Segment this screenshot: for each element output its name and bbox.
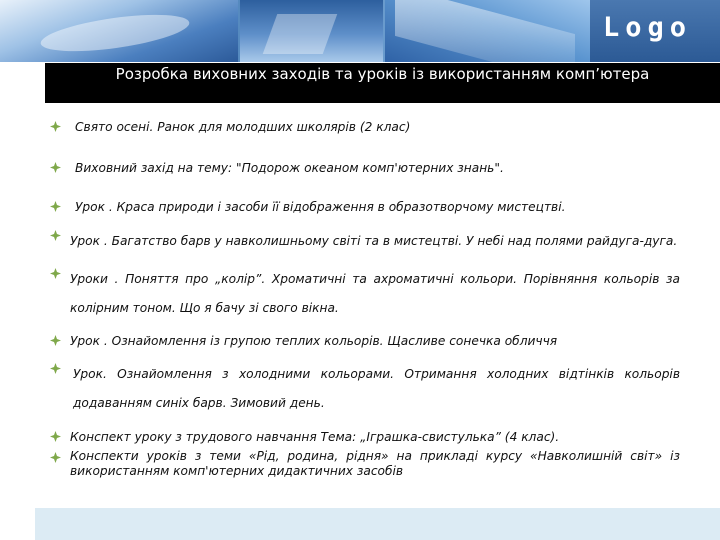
bullet-list xyxy=(50,118,680,479)
diamond-bullet-icon xyxy=(50,268,61,279)
list-item-text: Конспекти уроків з теми «Рід, родина, рідня» на прикладі курсу «Навколишній світ» із використанням комп'ютерних дидактичних засобів xyxy=(70,449,680,478)
list-item-text: Урок . Краса природи і засоби її відображення в образотворчому мистецтві. xyxy=(75,200,566,214)
header-banner xyxy=(0,0,720,62)
list-item-text: Свято осені. Ранок для молодших школярів (2 клас) xyxy=(75,120,411,134)
bottom-panel xyxy=(35,508,720,540)
list-item xyxy=(50,265,680,323)
header-photo-building xyxy=(240,0,383,62)
list-item xyxy=(50,428,680,446)
diamond-bullet-icon xyxy=(50,452,61,463)
list-item-text: Виховний захід на тему: "Подорож океаном комп'ютерних знань". xyxy=(75,161,504,175)
list-item-text: Урок . Багатство барв у навколишньому світі та в мистецтві. У небі над полями райдуга-дуга. xyxy=(70,234,678,248)
diamond-bullet-icon xyxy=(50,230,61,241)
header-photo-sky xyxy=(385,0,590,62)
diamond-bullet-icon xyxy=(50,201,61,212)
diamond-bullet-icon xyxy=(50,431,61,442)
list-item xyxy=(50,227,680,256)
list-item xyxy=(50,332,680,350)
list-item-text: Урок . Ознайомлення із групою теплих кольорів. Щасливе сонечка обличчя xyxy=(70,334,558,348)
diamond-bullet-icon xyxy=(50,121,61,132)
diamond-bullet-icon xyxy=(50,335,61,346)
list-item xyxy=(50,198,680,216)
list-item xyxy=(50,360,680,418)
list-item xyxy=(50,159,680,177)
list-item xyxy=(50,449,680,479)
list-item-text: Конспект уроку з трудового навчання Тема: „Іграшка-свистулька” (4 клас). xyxy=(70,430,560,444)
slide-title: Розробка виховних заходів та уроків із використанням комп’ютера xyxy=(115,65,650,83)
diamond-bullet-icon xyxy=(50,162,61,173)
logo: Logo xyxy=(602,12,692,43)
list-item-text: Урок. Ознайомлення з холодними кольорами. Отримання холодних відтінків кольорів додаванням синіх барв. Зимовий день. xyxy=(73,367,680,410)
header-photo-hands xyxy=(0,0,238,62)
diamond-bullet-icon xyxy=(50,363,61,374)
list-item xyxy=(50,118,680,136)
logo-area xyxy=(590,0,720,62)
list-item-text: Уроки . Поняття про „колір”. Хроматичні та ахроматичні кольори. Порівняння кольорів за колірним тоном. Що я бачу зі свого вікна. xyxy=(70,272,680,315)
slide-title-bar xyxy=(45,63,720,103)
